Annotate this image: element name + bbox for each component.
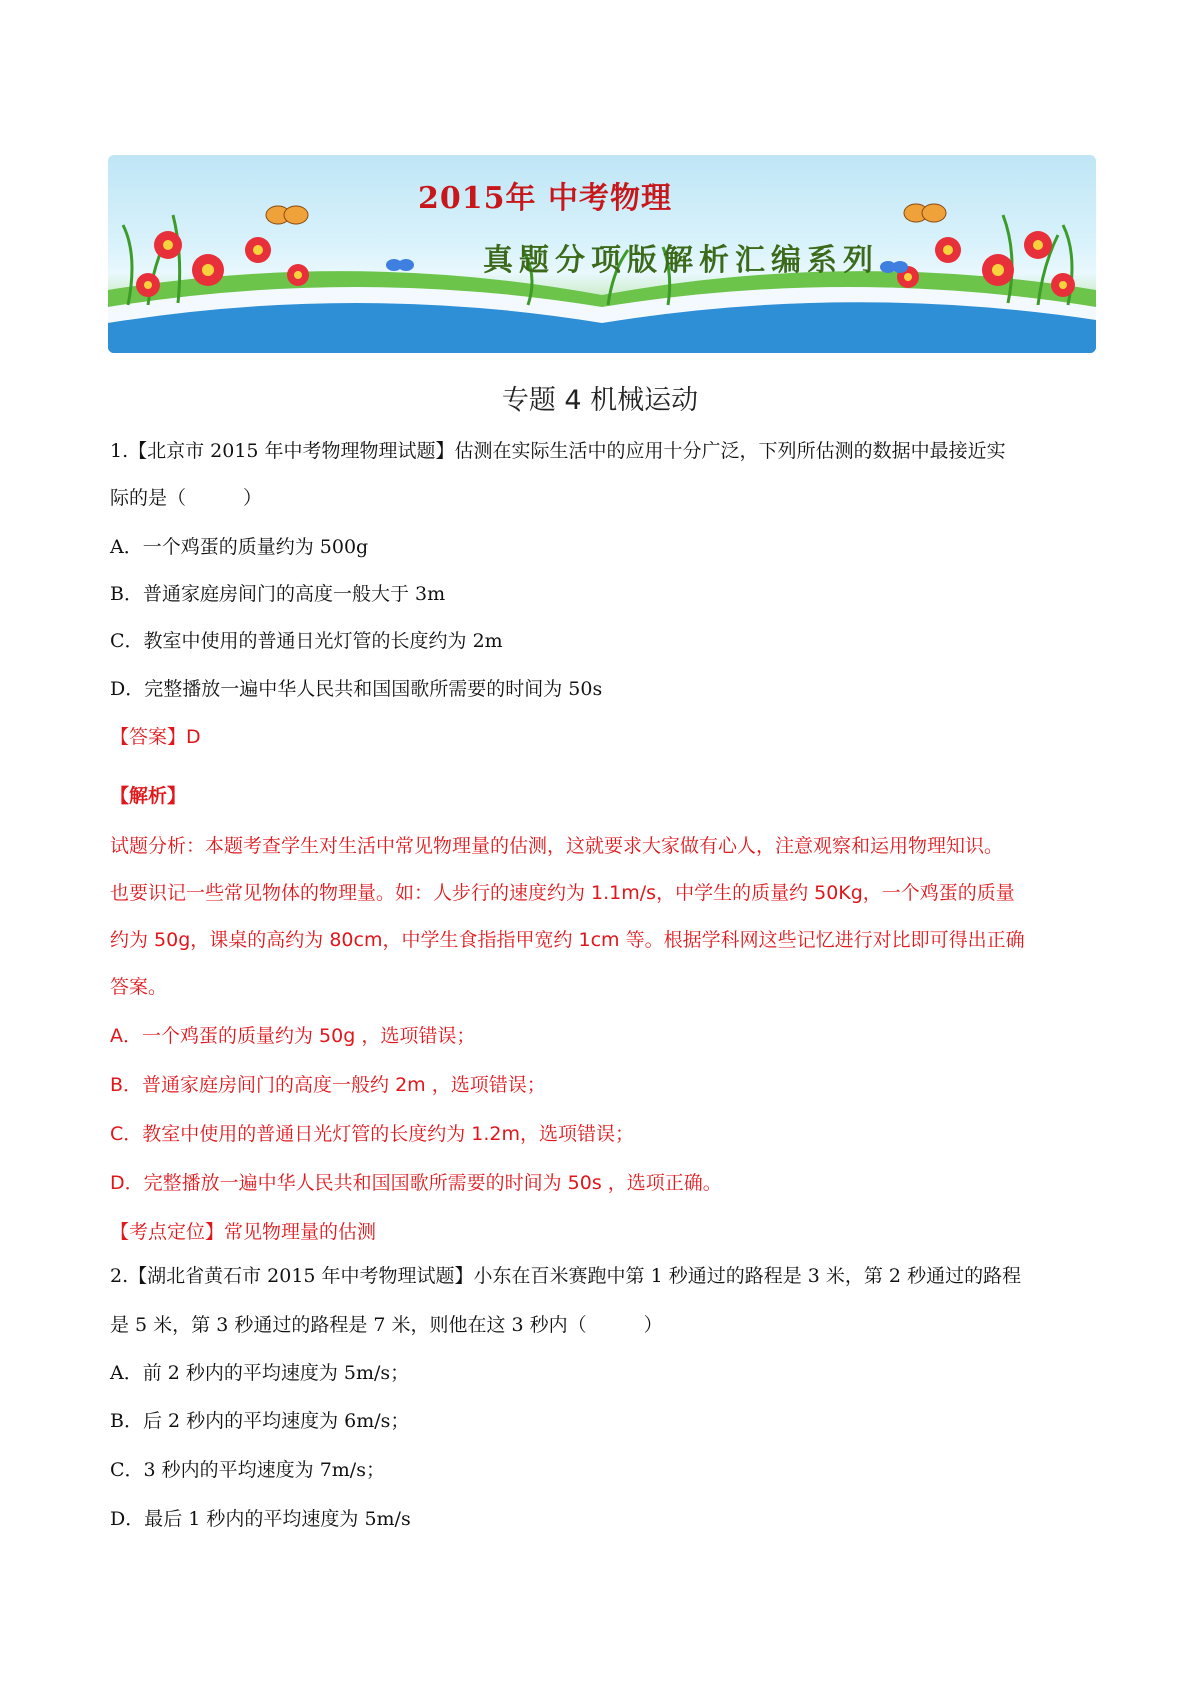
q1-knowledge-point: 【考点定位】常见物理量的估测: [110, 1221, 377, 1243]
q2-stem-line-2: 是 5 米，第 3 秒通过的路程是 7 米，则他在这 3 秒内（ ）: [110, 1314, 663, 1336]
page-title: 专题 4 机械运动: [501, 385, 699, 416]
q1-option-b: B．普通家庭房间门的高度一般大于 3m: [110, 583, 446, 605]
q1-stem-line-1: 1.【北京市 2015 年中考物理物理试题】估测在实际生活中的应用十分广泛，下列所估测的数据中最接近实: [110, 440, 1006, 462]
q1-analysis-option-a: A．一个鸡蛋的质量约为 50g ，选项错误；: [110, 1025, 476, 1047]
q1-analysis-option-c: C．教室中使用的普通日光灯管的长度约为 1.2m，选项错误；: [110, 1123, 635, 1145]
q1-answer: 【答案】D: [110, 726, 201, 748]
q2-stem-line-1: 2.【湖北省黄石市 2015 年中考物理试题】小东在百米赛跑中第 1 秒通过的路程是 3 米，第 2 秒通过的路程: [110, 1265, 1022, 1287]
q1-analysis-option-d: D．完整播放一遍中华人民共和国国歌所需要的时间为 50s ，选项正确。: [110, 1172, 722, 1194]
q2-option-b: B．后 2 秒内的平均速度为 6m/s；: [110, 1410, 410, 1432]
q1-option-a: A．一个鸡蛋的质量约为 500g: [110, 536, 369, 558]
header-banner: [108, 155, 1096, 353]
q2-option-d: D．最后 1 秒内的平均速度为 5m/s: [110, 1508, 411, 1530]
q2-option-c: C．3 秒内的平均速度为 7m/s；: [110, 1459, 385, 1481]
q1-analysis-line-1: 试题分析：本题考查学生对生活中常见物理量的估测，这就要求大家做有心人，注意观察和运用物理知识。: [110, 835, 1004, 857]
q1-analysis-label: 【解析】: [110, 785, 187, 807]
q1-analysis-line-3: 约为 50g，课桌的高约为 80cm，中学生食指指甲宽约 1cm 等。根据学科网这些记忆进行对比即可得出正确: [110, 929, 1025, 951]
banner-subtitle: 真题分项版解析汇编系列: [483, 243, 879, 278]
q1-analysis-option-b: B．普通家庭房间门的高度一般约 2m ，选项错误；: [110, 1074, 546, 1096]
q1-option-c: C．教室中使用的普通日光灯管的长度约为 2m: [110, 630, 503, 652]
q1-option-d: D．完整播放一遍中华人民共和国国歌所需要的时间为 50s: [110, 678, 603, 700]
q2-option-a: A．前 2 秒内的平均速度为 5m/s；: [110, 1362, 410, 1384]
q1-analysis-line-2: 也要识记一些常见物体的物理量。如：人步行的速度约为 1.1m/s，中学生的质量约 50Kg，一个鸡蛋的质量: [110, 882, 1015, 904]
q1-stem-line-2: 际的是（ ）: [110, 487, 263, 509]
q1-analysis-line-4: 答案。: [110, 976, 168, 998]
banner-title: 2015年 中考物理: [418, 181, 672, 216]
